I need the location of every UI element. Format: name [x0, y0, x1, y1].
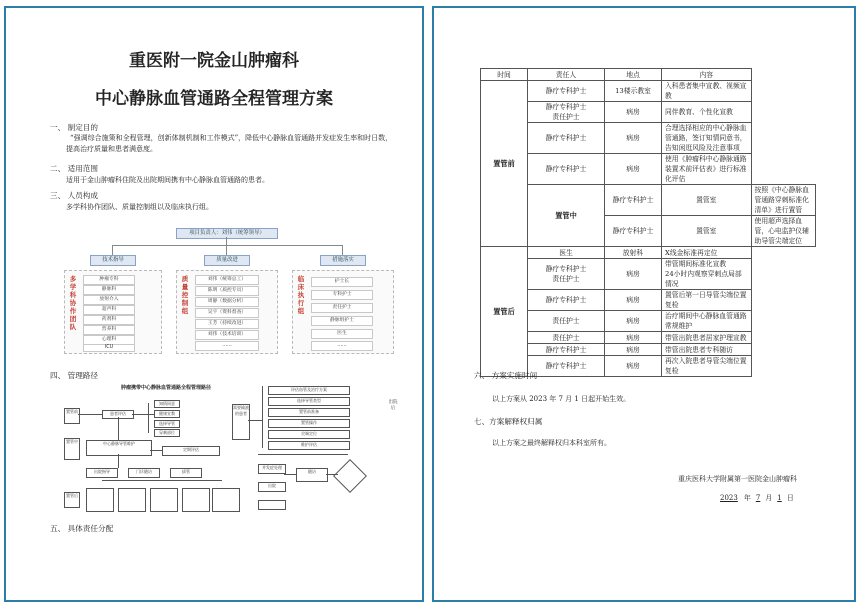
- org-panel-label: 质量控制组: [181, 275, 189, 315]
- flow-node: 定期评估: [162, 446, 220, 456]
- content-cell: 使用超声选择血管，心电监护仪辅助导管尖端定位: [751, 216, 815, 247]
- org-item: 静脉科: [83, 285, 135, 295]
- resp-cell: 医生: [528, 247, 605, 259]
- loc-cell: 病房: [605, 311, 662, 332]
- loc-cell: 病房: [605, 123, 662, 154]
- loc-cell: 置管室: [662, 185, 752, 216]
- resp-cell: 责任护士: [528, 332, 605, 344]
- section-7-body: 以上方案之最终解释权归本科室所有。: [492, 439, 611, 447]
- flow-phase-right: 出院后: [388, 400, 398, 411]
- section-2-heading: 二、 适用范围: [50, 164, 98, 173]
- org-item: ……: [195, 341, 259, 351]
- table-row: [481, 185, 816, 216]
- table-body: [481, 81, 816, 377]
- org-item: 陈明（质控专员）: [195, 286, 259, 296]
- content-cell: 治疗期间中心静脉血管通路常规维护: [662, 311, 752, 332]
- resp-cell: 静疗专科护士: [528, 344, 605, 356]
- resp-cell: 静疗专科护士: [605, 185, 662, 216]
- resp-cell: 静疗专科护士: [528, 356, 605, 377]
- flow-phase: 置管中: [64, 438, 80, 460]
- content-cell: 带管出院患者居家护理宣教: [662, 332, 752, 344]
- table-header-row: [481, 69, 816, 81]
- table-row: [481, 332, 816, 344]
- table-header-cell: 责任人: [528, 69, 605, 81]
- flow-node: 尖端定位: [268, 430, 350, 439]
- org-panel-team: [64, 270, 162, 354]
- signature-org: 重庆医科大学附属第一医院金山肿瘤科: [678, 475, 797, 483]
- flow-phase: 置管前: [64, 408, 80, 424]
- flow-node: 出院: [258, 482, 286, 492]
- responsibility-table: [480, 68, 816, 377]
- content-cell: 带管期间标准化宣教 24小时内观察穿刺点局部情况: [662, 259, 752, 290]
- flow-node: 健康宣教: [154, 410, 180, 418]
- org-item: 护士长: [311, 277, 373, 287]
- content-cell: 入科患者集中宣教、视频宣教: [662, 81, 752, 102]
- resp-cell: 静疗专科护士: [528, 81, 605, 102]
- left-page: [4, 6, 424, 602]
- loc-cell: 置管室: [662, 216, 752, 247]
- phase-cell: 置管前: [481, 81, 528, 247]
- org-branch-head-2: 质量改进: [204, 255, 250, 266]
- table-row: [481, 247, 816, 259]
- flow-title: 肿瘤携带中心静脉血管通路全程管理路径: [120, 385, 211, 391]
- date-unit-year: 年: [743, 494, 751, 502]
- table-row: [481, 344, 816, 356]
- content-cell: 使用《肿瘤科中心静脉通路装置术前评估表》进行标准化评估: [662, 154, 752, 185]
- content-cell: 同伴教育、个性化宣教: [662, 102, 752, 123]
- flow-node: 穿刺部位: [154, 429, 180, 437]
- table-header-cell: 时间: [481, 69, 528, 81]
- org-item: 专科护士: [311, 290, 373, 300]
- section-5-heading: 五、 具体责任分配: [50, 524, 114, 533]
- flow-node: 拔管: [170, 468, 202, 478]
- date-unit-day: 日: [786, 494, 794, 502]
- content-cell: 再次入院患者导管尖端位置复检: [662, 356, 752, 377]
- resp-cell: 静疗专科护士 责任护士: [528, 102, 605, 123]
- doc-title-hospital: 重医附一院金山肿瘤科: [129, 51, 299, 71]
- loc-cell: 病房: [605, 356, 662, 377]
- section-1-body: “强调综合施策和全程管理，创新体制机制和工作模式”，降低中心静脉血管通路并发症发生率和时日数，提高治疗质量和患者满意度。: [66, 134, 393, 153]
- org-branch-head-3: 措施落实: [320, 255, 366, 266]
- loc-cell: 病房: [605, 102, 662, 123]
- right-page: [432, 6, 856, 602]
- flow-node: 置管操作: [268, 419, 350, 428]
- org-item: 王芳（持续改进）: [195, 319, 259, 329]
- flow-node: 维护评估: [268, 441, 350, 450]
- table-row: [481, 259, 816, 290]
- flow-node: 并发症处理: [258, 464, 286, 474]
- date-day: 1: [777, 494, 782, 502]
- loc-cell: 病房: [605, 259, 662, 290]
- org-item: 营养科: [83, 325, 135, 335]
- flow-node: 门诊随访: [128, 468, 160, 478]
- org-item: 周静（数据分析）: [195, 297, 259, 307]
- signature-date: [706, 493, 794, 504]
- resp-cell: 静疗专科护士 责任护士: [528, 259, 605, 290]
- resp-cell: 静疗专科护士: [528, 290, 605, 311]
- flow-node: 评估血管及治疗方案: [268, 386, 350, 395]
- date-year: 2023: [720, 494, 738, 502]
- org-item: 责任护士: [311, 303, 373, 313]
- date-month: 7: [755, 494, 761, 502]
- section-2-body: 适用于金山肿瘤科住院及出院期间携有中心静脉血管通路的患者。: [66, 176, 269, 184]
- org-panel-label: 多学科协作团队: [69, 275, 77, 331]
- loc-cell: 病房: [605, 344, 662, 356]
- org-chart: [56, 226, 396, 354]
- org-item: 心理科: [83, 335, 135, 345]
- loc-cell: 13楼示教室: [605, 81, 662, 102]
- flow-node: 患者评估: [102, 410, 134, 419]
- section-3-body: 多学科协作团队、质量控制组以及临床执行组。: [66, 203, 213, 211]
- phase-cell: 置管后: [481, 247, 528, 377]
- org-item: 放射介入: [83, 295, 135, 305]
- loc-cell: 病房: [605, 290, 662, 311]
- flow-node: 选择导管: [154, 420, 180, 428]
- section-7-heading: 七、方案解释权归属: [474, 417, 543, 426]
- loc-cell: 病房: [605, 332, 662, 344]
- table-row: [481, 290, 816, 311]
- content-cell: 置管后第一日导管尖端位置复检: [662, 290, 752, 311]
- org-item: 药剂科: [83, 315, 135, 325]
- org-panel-clinical: [292, 270, 394, 354]
- section-3-heading: 三、 人员构成: [50, 191, 98, 200]
- org-item: ICU: [83, 344, 135, 352]
- org-branch-head-1: 技术指导: [90, 255, 136, 266]
- table-row: [481, 154, 816, 185]
- org-top-box: 项目负责人：刘伟（统筹领导）: [176, 228, 278, 239]
- org-item: 吴宇（资料督查）: [195, 308, 259, 318]
- flow-node: 选择导管类型: [268, 397, 350, 406]
- content-cell: 按照《中心静脉血管通路穿刺标准化清单》进行置管: [751, 185, 815, 216]
- phase-cell: 置管中: [528, 185, 605, 247]
- table-header-cell: 地点: [605, 69, 662, 81]
- org-panel-quality: [176, 270, 278, 354]
- loc-cell: 放射科: [605, 247, 662, 259]
- section-4-heading: 四、 管理路径: [50, 371, 98, 380]
- org-item: 刘伟（技术培训）: [195, 330, 259, 340]
- resp-cell: 静疗专科护士: [605, 216, 662, 247]
- table-header-cell: 内容: [662, 69, 752, 81]
- org-item: 医生: [311, 329, 373, 339]
- loc-cell: 病房: [605, 154, 662, 185]
- table-row: [481, 81, 816, 102]
- org-item: 刘伟（统筹总工）: [195, 275, 259, 285]
- doc-title-plan: 中心静脉血管通路全程管理方案: [95, 89, 333, 109]
- org-item: ……: [311, 341, 373, 351]
- flow-node: 随访: [296, 468, 328, 482]
- section-1-heading: 一、 制定目的: [50, 123, 98, 132]
- content-cell: 合理选择相应的中心静脉血管通路，签订知情同意书，告知闲逛风险及注意事项: [662, 123, 752, 154]
- resp-cell: 静疗专科护士: [528, 154, 605, 185]
- table-row: [481, 311, 816, 332]
- org-panel-label: 临床执行组: [297, 275, 305, 315]
- org-item: 肿瘤专科: [83, 275, 135, 285]
- flow-node: 置管前准备: [268, 408, 350, 417]
- section-6-body: 以上方案从 2023 年 7 月 1 日起开始生效。: [492, 395, 631, 403]
- table-row: [481, 102, 816, 123]
- table-row: [481, 123, 816, 154]
- content-cell: 带管出院患者专科随访: [662, 344, 752, 356]
- org-item: 超声科: [83, 305, 135, 315]
- date-unit-month: 月: [765, 494, 773, 502]
- resp-cell: 静疗专科护士: [528, 123, 605, 154]
- section-6-heading: 六、 方案实施时间: [474, 371, 538, 380]
- flow-node: 需要输液的患者: [232, 404, 250, 440]
- flow-node: 出院指导: [86, 468, 118, 478]
- flow-node: 中心静脉导管维护: [86, 440, 152, 456]
- flow-node: 知情同意: [154, 400, 180, 408]
- resp-cell: 责任护士: [528, 311, 605, 332]
- content-cell: X线金标准再定位: [662, 247, 752, 259]
- management-flow-chart: [62, 384, 418, 514]
- org-item: 静脉组护士: [311, 316, 373, 326]
- flow-phase: 置管后: [64, 492, 80, 508]
